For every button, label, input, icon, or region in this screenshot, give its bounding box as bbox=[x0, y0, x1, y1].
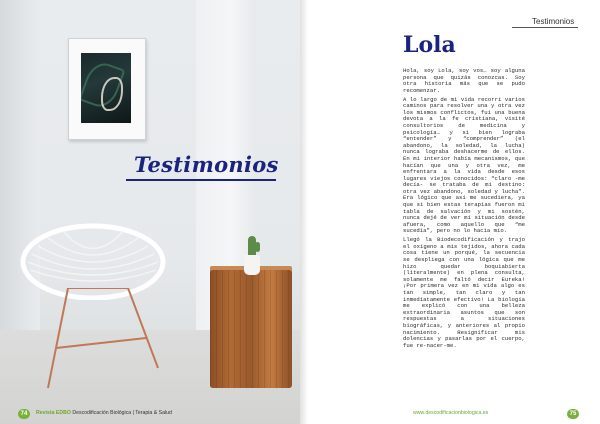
title-underline bbox=[126, 179, 276, 181]
page-title: Testimonios bbox=[134, 152, 279, 177]
wood-grain bbox=[210, 270, 292, 388]
artwork-print bbox=[81, 53, 131, 123]
section-title-band bbox=[112, 150, 282, 184]
white-pot bbox=[244, 255, 260, 275]
footer-left-text: Descodificación Biológica | Terapia & Salud bbox=[72, 410, 172, 416]
paragraph: A lo largo de mi vida recorrí varios caminos para resolver una y otra vez los mismos conflictos, fui una buena devota a la fe cristiana, visité consultorios de medicina y psicología… y si bien lograba “entender” y “comprender” (el abandono, la soledad, la lucha) nunca lograba deshacerme de ellos. En mi interior había mecanismos, que hacían que una y otra vez, me enfrentara a la vida desde esos lugares viejos conocidos: “claro -me decía- se trataba de mi destino: otra vez abandono, soledad y lucha”. Era lógico que así me sucediera, ya que si bien estas terapias fueron mi tabla de salvación y mi sostén, nunca dejé de ver mi situación desde afuera, como aquello que “me sucedía”, pero no lo hacía mío. bbox=[403, 95, 525, 235]
section-label: Testimonios bbox=[532, 17, 575, 26]
framed-artwork bbox=[68, 38, 146, 140]
page-number-right: 75 bbox=[567, 409, 579, 419]
page-number-left: 74 bbox=[18, 409, 30, 419]
paragraph: Hola, soy Lola, soy vos… soy alguna persona que quizás conozcas. Soy otra historia más que se pudo recomenzar. bbox=[403, 67, 525, 94]
magazine-brand: Revista EDBO bbox=[36, 410, 71, 416]
wooden-stool bbox=[210, 270, 292, 388]
footer-left bbox=[36, 410, 172, 416]
cactus-arm bbox=[255, 242, 260, 252]
artwork-figure bbox=[101, 77, 123, 111]
testimonial-heading: Lola bbox=[403, 32, 456, 58]
page-gutter bbox=[300, 0, 308, 424]
copper-chair-legs bbox=[28, 288, 168, 398]
testimonial-body bbox=[403, 68, 525, 352]
section-label-line bbox=[512, 27, 578, 28]
paragraph: Llegó la Biodecodificación y trajo el oxígeno a mis tejidos, ahora cada cosa tiene un porqué, la secuencia se despliega con una lógica que me hizo quedar boquiabierta (literalmente) en plena consulta, solamente me faltó decir Eureka! ¡Por primera vez en mi vida algo es tan simple, tan claro y tan inmediatamente efectivo! La biología me explicó con una belleza extraordinaria asuntos que son respuestas a situaciones biográficas, y anteriores al propio nacimiento. Resignificar mis dolencias y pasarlas por el cuerpo, fue re-nacer-me. bbox=[403, 236, 525, 349]
footer-website-link[interactable]: www.descodificacionbiologica.es bbox=[413, 410, 489, 416]
